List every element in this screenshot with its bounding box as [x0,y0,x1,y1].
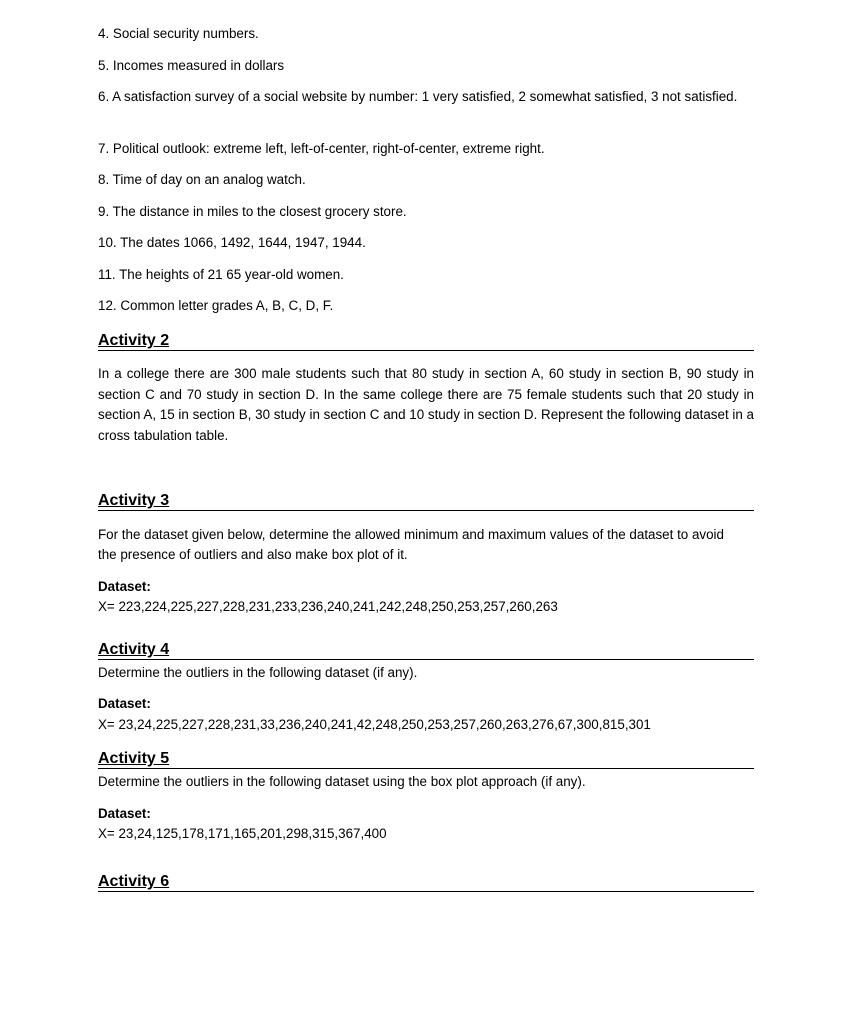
activity-6-heading [98,872,754,892]
activity-4-dataset-label: Dataset: [98,696,151,711]
list-item: 11. The heights of 21 65 year-old women. [98,267,344,282]
list-item: 9. The distance in miles to the closest grocery store. [98,204,407,219]
list-item: 7. Political outlook: extreme left, left-of-center, right-of-center, extreme right. [98,141,545,156]
activity-4-heading [98,640,754,660]
activity-5-dataset-label: Dataset: [98,806,151,821]
activity-3-text: For the dataset given below, determine the allowed minimum and maximum values of the dataset to avoid the presence of outliers and also make box plot of it. [98,527,724,562]
activity-3-heading [98,491,754,511]
list-item: 6. A satisfaction survey of a social website by number: 1 very satisfied, 2 somewhat satisfied, 3 not satisfied. [98,89,738,104]
list-item: 8. Time of day on an analog watch. [98,172,306,187]
activity-5-dataset: X= 23,24,125,178,171,165,201,298,315,367,400 [98,826,387,841]
activity-2-text: In a college there are 300 male students such that 80 study in section A, 60 study in section B, 90 study in section C and 70 study in section D. In the same college there are 75 female students such that 20 study in section A, 15 in section B, 30 study in section C and 10 study in section D. Represent the following dataset in a cross tabulation table. [98,366,754,444]
activity-2-title: Activity 2 [98,332,170,349]
list-item: 10. The dates 1066, 1492, 1644, 1947, 1944. [98,235,366,250]
activity-2-heading [98,331,754,351]
activity-5-title: Activity 5 [98,750,170,767]
activity-4-dataset: X= 23,24,225,227,228,231,33,236,240,241,42,248,250,253,257,260,263,276,67,300,815,301 [98,717,651,732]
activity-3-title: Activity 3 [98,492,170,509]
activity-5-text: Determine the outliers in the following dataset using the box plot approach (if any). [98,774,586,789]
activity-3-dataset-label: Dataset: [98,579,151,594]
list-item: 4. Social security numbers. [98,26,259,41]
list-item: 12. Common letter grades A, B, C, D, F. [98,298,334,313]
list-item: 5. Incomes measured in dollars [98,58,285,73]
activity-5-heading [98,749,754,769]
activity-3-dataset: X= 223,224,225,227,228,231,233,236,240,241,242,248,250,253,257,260,263 [98,599,558,614]
activity-4-text: Determine the outliers in the following dataset (if any). [98,665,418,680]
activity-4-title: Activity 4 [98,641,170,658]
activity-6-title: Activity 6 [98,873,170,890]
